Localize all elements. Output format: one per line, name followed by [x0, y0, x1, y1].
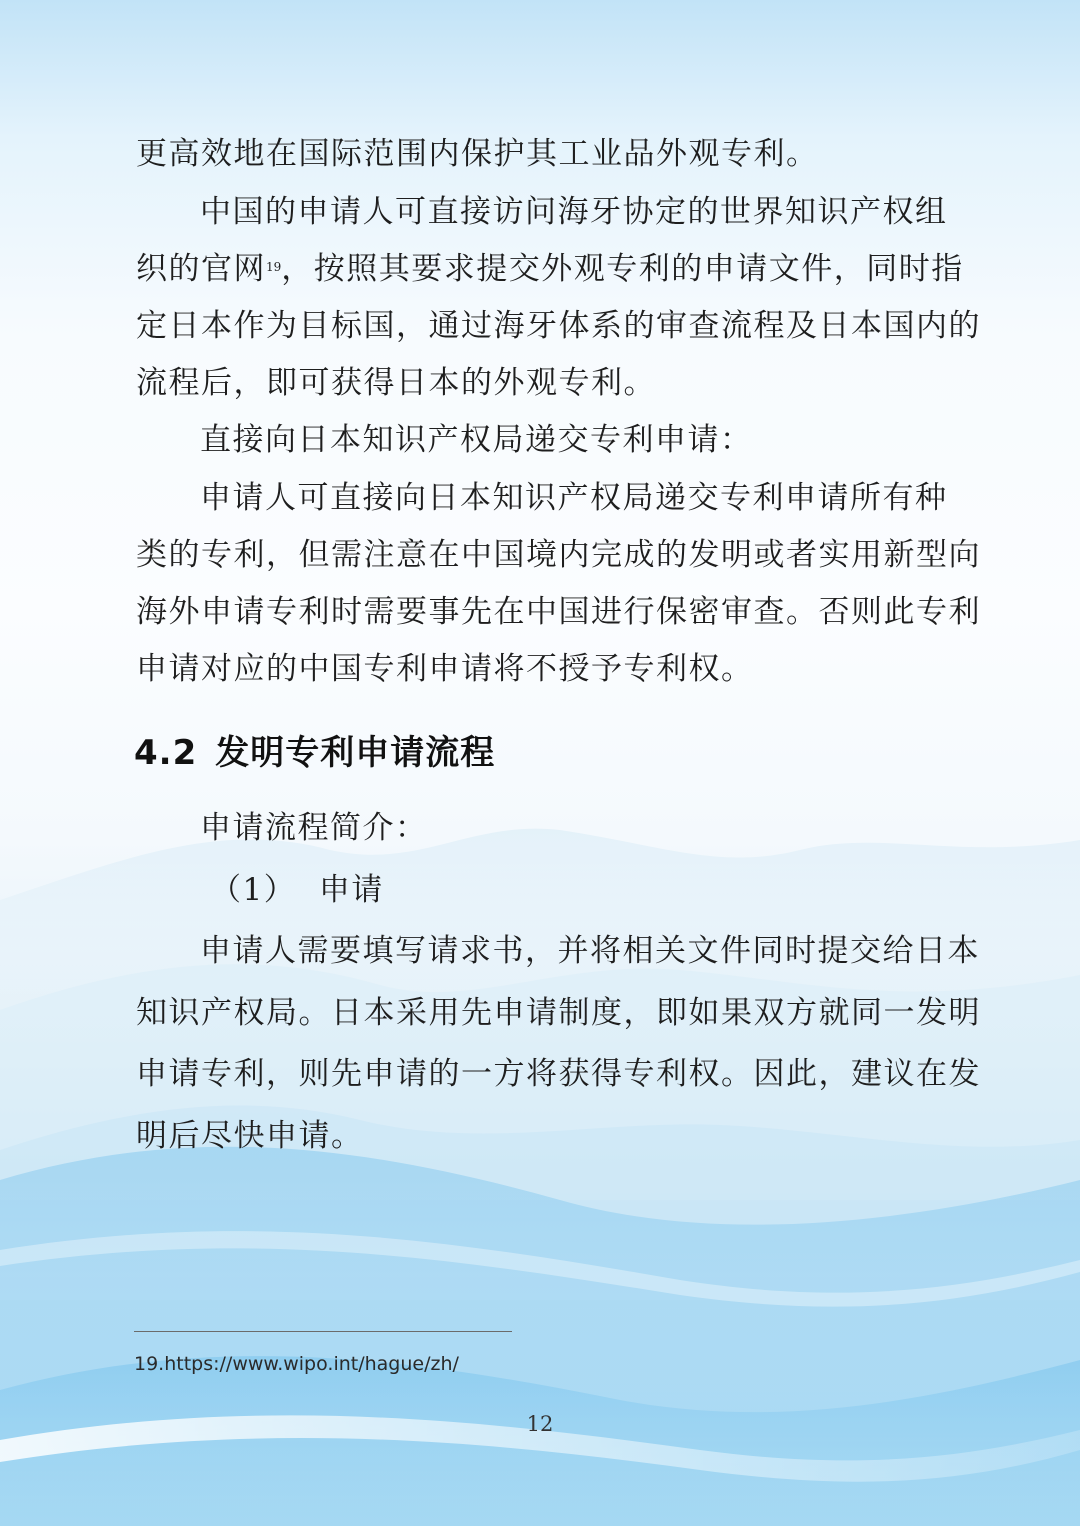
body-line: 申请对应的中国专利申请将不授予专利权。	[136, 651, 754, 687]
body-line: 申请专利，则先申请的一方将获得专利权。因此，建议在发	[136, 1056, 981, 1092]
section-number: 4.2	[134, 733, 198, 773]
footnote-reference[interactable]: 19	[266, 260, 282, 274]
footnote-link[interactable]: 19.https://www.wipo.int/hague/zh/	[134, 1353, 459, 1375]
body-text: ，按照其要求提交外观专利的申请文件，同时指	[281, 251, 964, 287]
flow-intro: 申请流程简介：	[200, 810, 428, 846]
body-line: 知识产权局。日本采用先申请制度，即如果双方就同一发明	[136, 995, 981, 1031]
page-number: 12	[526, 1412, 554, 1436]
step-label: （1） 申请	[210, 872, 384, 908]
body-line: 定日本作为目标国，通过海牙体系的审查流程及日本国内的	[136, 308, 981, 344]
section-title: 发明专利申请流程	[215, 733, 496, 773]
body-line	[136, 249, 964, 289]
body-line: 直接向日本知识产权局递交专利申请：	[200, 422, 753, 458]
body-line: 类的专利，但需注意在中国境内完成的发明或者实用新型向	[136, 537, 981, 573]
body-line: 申请人可直接向日本知识产权局递交专利申请所有种	[200, 480, 948, 516]
body-line: 申请人需要填写请求书，并将相关文件同时提交给日本	[200, 933, 980, 969]
body-line: 更高效地在国际范围内保护其工业品外观专利。	[136, 136, 819, 172]
footnote-divider	[134, 1331, 512, 1332]
body-line: 中国的申请人可直接访问海牙协定的世界知识产权组	[200, 194, 948, 230]
body-line: 海外申请专利时需要事先在中国进行保密审查。否则此专利	[136, 594, 981, 630]
body-text: 织的官网	[136, 251, 266, 287]
body-line: 流程后，即可获得日本的外观专利。	[136, 365, 656, 401]
body-line: 明后尽快申请。	[136, 1118, 364, 1154]
section-heading	[134, 731, 495, 775]
